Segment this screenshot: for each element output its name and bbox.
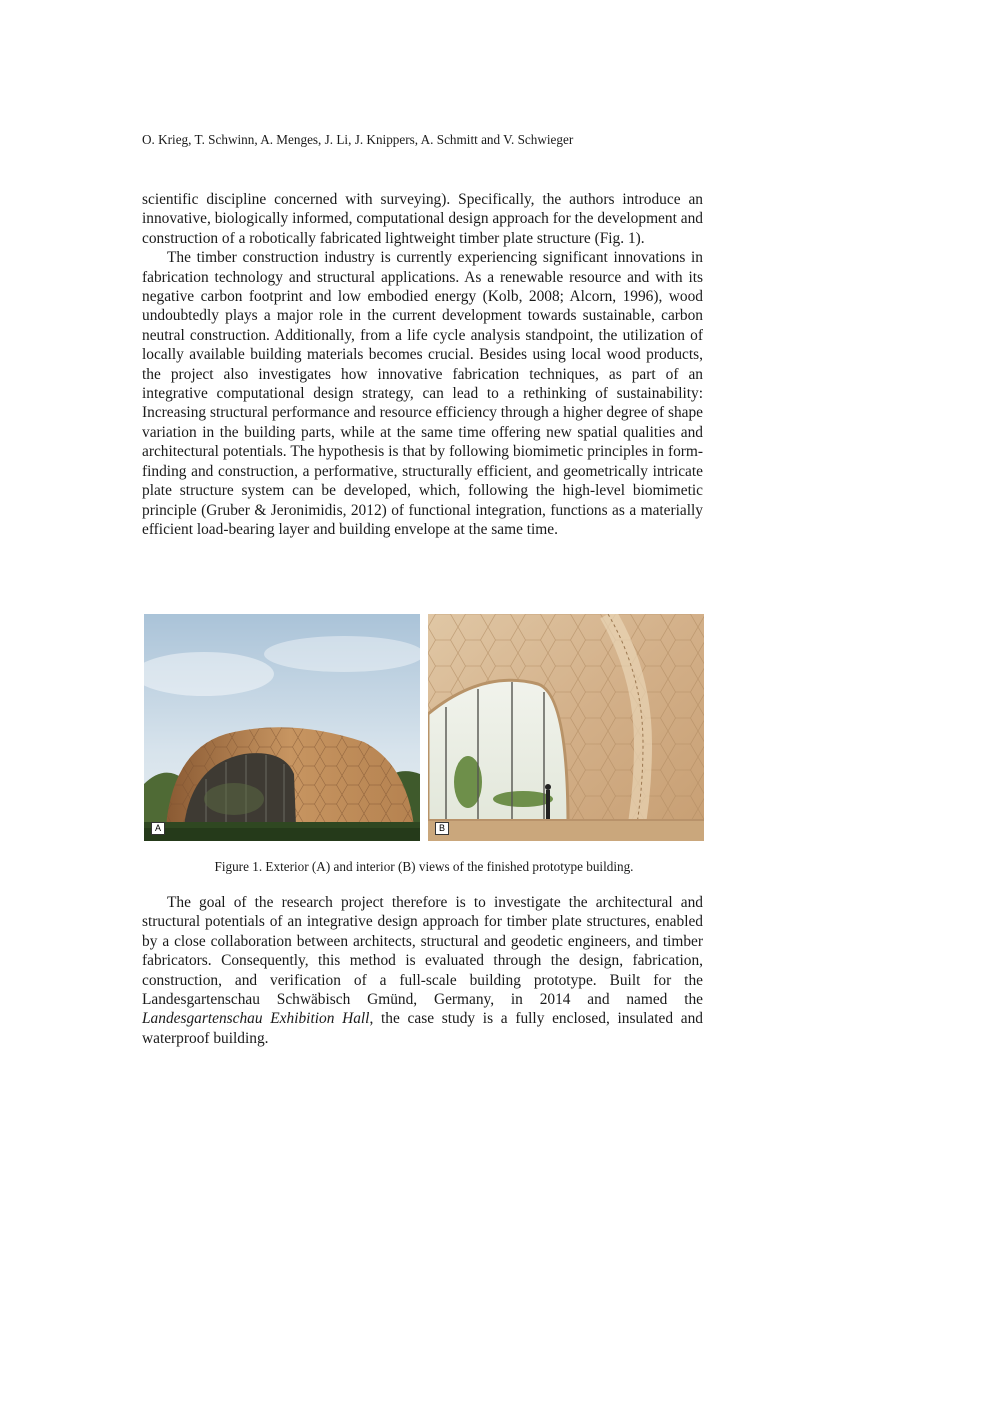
body-text-lower <box>142 893 703 1048</box>
paragraph-continuation: scientific discipline concerned with surveying). Specifically, the authors introduce an innovative, biologically informed, computational design approach for the development and construction of a robotically fabricated lightweight timber plate structure (Fig. 1). <box>142 191 703 247</box>
figure-1 <box>144 614 704 841</box>
paragraph-research-goal-start: The goal of the research project therefore is to investigate the architectural and structural potentials of an integrative design approach for timber plate structures, enabled by a close collaboration between architects, structural and geodetic engineers, and timber fabricators. Consequently, this method is evaluated through the design, fabrication, construction, and verification of a full-scale building prototype. Built for the Landesgartenschau Schwäbisch Gmünd, Germany, in 2014 and named the <box>142 894 703 1009</box>
running-header: O. Krieg, T. Schwinn, A. Menges, J. Li, J. Knippers, A. Schmitt and V. Schwieger <box>142 132 574 147</box>
exhibition-hall-name: Landesgartenschau Exhibition Hall <box>142 1010 370 1028</box>
interior-photo <box>428 614 704 841</box>
paragraph-research-goal <box>142 893 703 1048</box>
paragraph-timber-industry: The timber construction industry is currently experiencing significant innovations in fabrication technology and structural applications. As a renewable resource and with its negative carbon footprint and low embodied energy (Kolb, 2008; Alcorn, 1996), wood undoubtedly plays a major role in the current development towards sustainable, carbon neutral construction. Additionally, from a life cycle analysis standpoint, the utilization of locally available building materials becomes crucial. Besides using local wood products, the project also investigates how innovative fabrication techniques, as part of an integrative computational design strategy, can lead to a rethinking of sustainability: Increasing structural performance and resource efficiency through a higher degree of shape variation in the building parts, while at the same time offering new spatial qualities and architectural potentials. The hypothesis is that by following biomimetic principles in form-finding and construction, a performative, structurally efficient, and geometrically intricate plate structure system can be developed, which, following the high-level biomimetic principle (Gruber & Jeronimidis, 2012) of functional integration, functions as a materially efficient load-bearing layer and building envelope at the same time. <box>142 249 703 538</box>
paragraph-research-goal-end: , the case study is a fully enclosed, insulated and waterproof building. <box>142 1010 703 1047</box>
exterior-photo <box>144 614 420 841</box>
interior-photo-illustration <box>428 614 704 841</box>
panel-label-b: B <box>435 822 449 835</box>
figure-caption: Figure 1. Exterior (A) and interior (B) views of the finished prototype building. <box>214 859 634 874</box>
panel-label-a: A <box>151 822 165 835</box>
body-text-upper <box>142 190 703 539</box>
exterior-photo-illustration <box>144 614 420 841</box>
